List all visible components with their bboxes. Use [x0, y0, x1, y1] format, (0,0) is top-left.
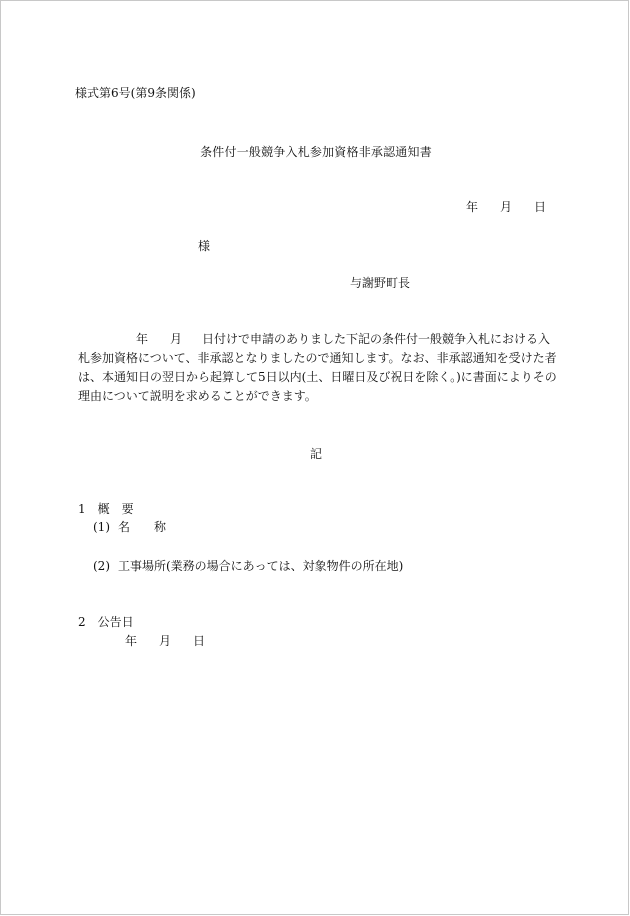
- date-day: 日: [193, 634, 206, 648]
- body-year: 年: [136, 332, 149, 346]
- notice-body: [78, 330, 557, 406]
- overview-item-name: [93, 519, 166, 535]
- notice-date: [466, 199, 546, 215]
- date-year: 年: [125, 634, 138, 648]
- addressee-suffix: 様: [198, 239, 211, 253]
- date-month: 月: [159, 634, 172, 648]
- form-number: 様式第6号(第9条関係): [75, 86, 196, 100]
- document-title: 条件付一般競争入札参加資格非承認通知書: [200, 145, 432, 159]
- date-day: 日: [533, 200, 546, 214]
- body-line-1-text: 日付けで申請のありました下記の条件付一般競争入札における入: [202, 332, 551, 346]
- date-year: 年: [465, 200, 478, 214]
- section-number: 2: [78, 615, 86, 629]
- body-line-2: 札参加資格について、非承認となりましたので通知します。なお、非承認通知を受けた者: [78, 351, 557, 365]
- item-label: 工事場所(業務の場合にあっては、対象物件の所在地): [118, 559, 404, 573]
- announcement-date: [125, 633, 205, 649]
- item-number: (2): [93, 559, 110, 573]
- date-month: 月: [499, 200, 512, 214]
- overview-item-location: [93, 558, 403, 574]
- section-label: 概 要: [97, 502, 134, 516]
- notes-heading: 記: [309, 447, 322, 461]
- body-line-1: [78, 330, 554, 349]
- sender-name: 与謝野町長: [350, 276, 411, 290]
- item-label: 名 称: [118, 520, 167, 534]
- body-line-4: 理由について説明を求めることができます。: [78, 389, 317, 403]
- section-label: 公告日: [97, 615, 134, 629]
- section-announcement: [78, 614, 134, 630]
- section-overview: [78, 501, 134, 517]
- body-month: 月: [170, 332, 183, 346]
- body-line-3: は、本通知日の翌日から起算して5日以内(土、日曜日及び祝日を除く。)に書面によりその: [78, 370, 557, 384]
- item-number: (1): [93, 520, 110, 534]
- section-number: 1: [78, 502, 86, 516]
